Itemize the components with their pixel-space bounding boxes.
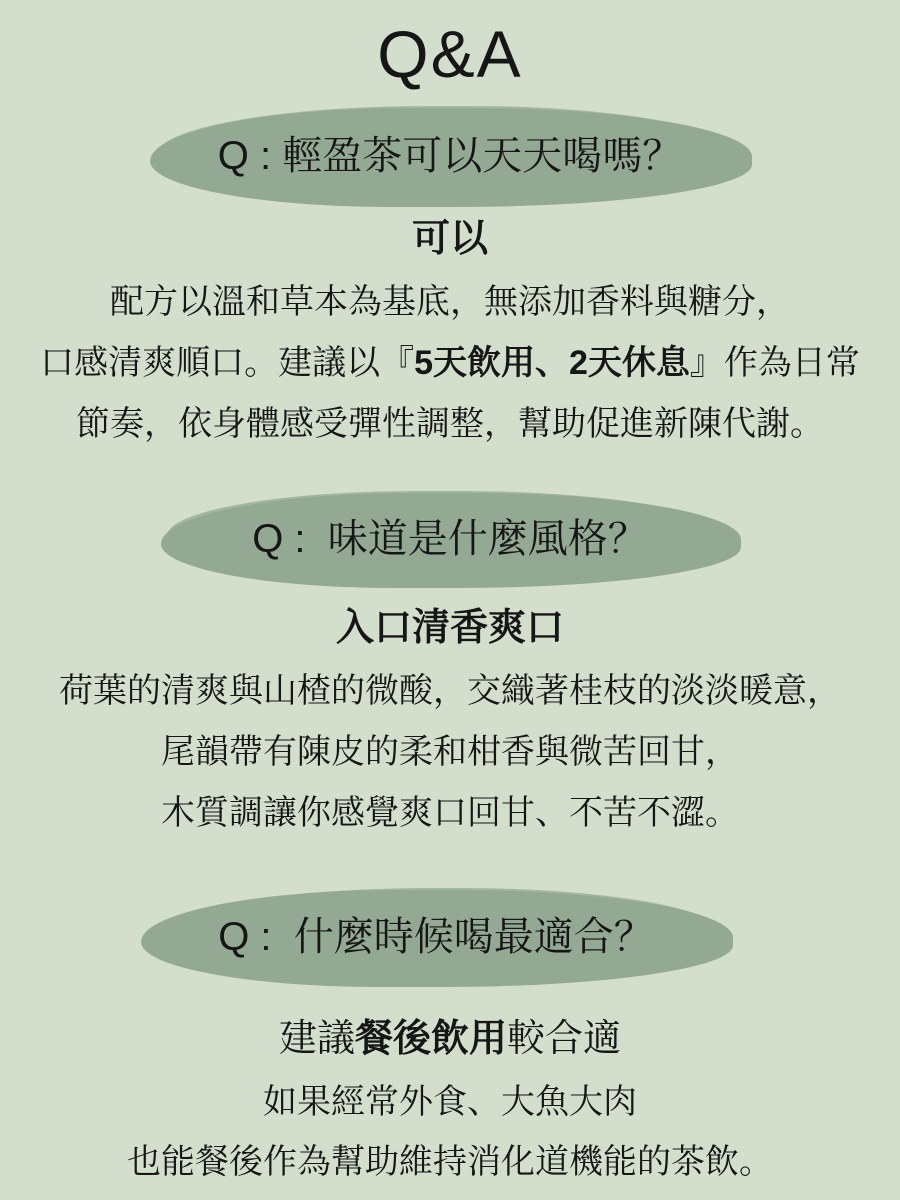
answer-heading-2: 入口清香爽口: [335, 607, 564, 649]
answer-body-1: [0, 272, 900, 455]
qa-section-2: [0, 491, 900, 844]
question-pill-3: [147, 888, 725, 978]
answer-line: 荷葉的清爽與山楂的微酸，交織著桂枝的淡淡暖意，: [59, 672, 841, 710]
answer-heading-1: 可以: [411, 218, 488, 260]
answer-line: 也能餐後作為幫助維持消化道機能的茶飲。: [127, 1143, 773, 1181]
answer-line: 如果經常外食、大魚大肉: [263, 1083, 637, 1121]
answer-line: 木質調讓你感覺爽口回甘、不苦不澀。: [161, 794, 739, 832]
question-pill-1: [156, 106, 744, 198]
question-label: Q : 味道是什麼風格？: [252, 516, 648, 561]
answer-line: 尾韻帶有陳皮的柔和柑香與微苦回甘，: [161, 733, 739, 771]
answer-line: 口感清爽順口。建議以『5天飲用、2天休息』作為日常: [40, 344, 860, 382]
answer-line: 節奏，依身體感受彈性調整，幫助促進新陳代謝。: [76, 405, 824, 443]
answer-line: 配方以溫和草本為基底，無添加香料與糖分，: [110, 283, 790, 321]
question-label: Q : 什麼時候喝最適合？: [218, 914, 654, 959]
answer-body-2: [0, 661, 900, 844]
question-pill-2: [167, 491, 733, 579]
answer-body-3: [0, 1072, 900, 1192]
qa-page: [0, 14, 900, 1200]
qa-section-3: [0, 888, 900, 1192]
page-title: Q&A: [377, 17, 523, 91]
answer-heading-3: 建議餐後飲用較合適: [278, 1018, 622, 1060]
qa-section-1: [0, 106, 900, 455]
question-label: Q : 輕盈茶可以天天喝嗎？: [217, 133, 683, 178]
